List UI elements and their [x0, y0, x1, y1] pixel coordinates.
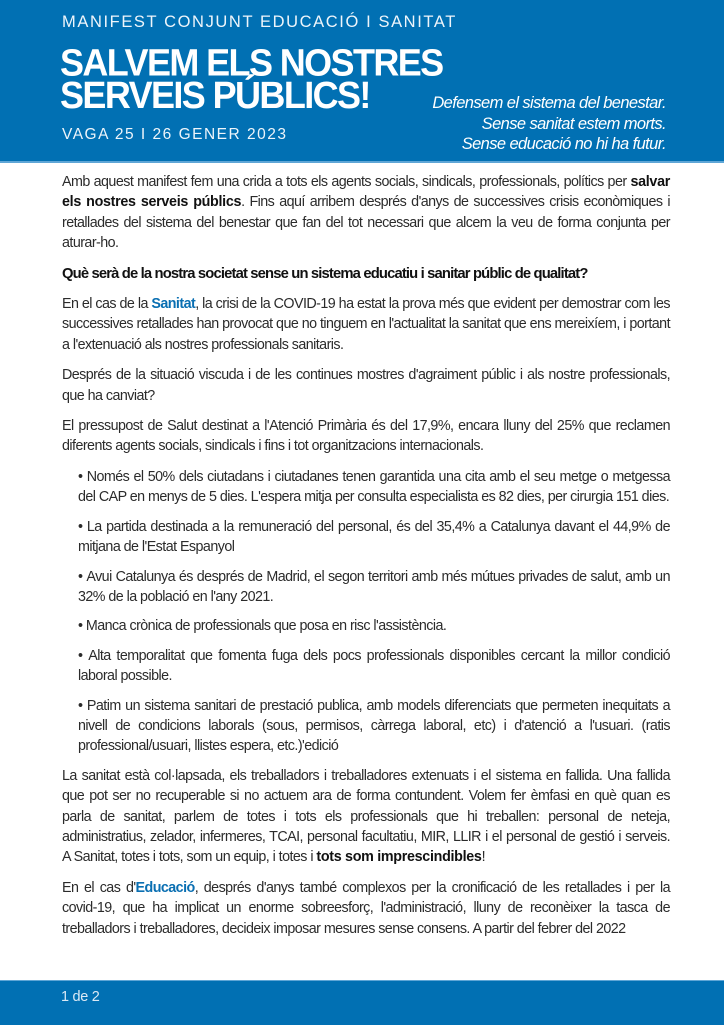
strike-date: VAGA 25 I 26 GENER 2023: [62, 126, 288, 143]
slogan: Sense educació no hi ha futur.: [461, 135, 666, 153]
collapse-text-end: !: [481, 849, 486, 866]
intro-paragraph: [62, 172, 670, 254]
title-line-2: SERVEIS PÚBLICS!: [60, 73, 370, 117]
educacio-highlight: Educació: [135, 879, 195, 896]
slogans: [432, 93, 666, 155]
list-item: • Només el 50% dels ciutadans i ciutadanes tenen garantida una cita amb el seu metge o metgessa del CAP en menys de 5 dies. L'espera mitja per consulta especialista es 82 dies, per cirurgia 151 dies.: [78, 467, 670, 508]
header-kicker: MANIFEST CONJUNT EDUCACIÓ I SANITAT: [62, 13, 457, 31]
intro-text-end: . Fins aquí arribem després d'anys de successives crisis econòmiques i retallades del sistema del benestar que fan del tot necessari que alcem la veu de forma conjunta per aturar-ho.: [62, 194, 670, 252]
sanitat-text-end: , la crisi de la COVID-19 ha estat la prova més que evident per demostrar com les successives retallades han provocat que no tinguem en l'actualitat la sanitat que ens mereixíem, i portant a l'extenuació als nostres professionals sanitaris.: [62, 296, 670, 353]
facts-list: [62, 467, 670, 757]
list-item: • Alta temporalitat que fomenta fuga dels pocs professionals disponibles cercant la millor condició laboral possible.: [78, 646, 670, 687]
header-banner: [0, 0, 724, 163]
sanitat-highlight: Sanitat: [151, 296, 196, 313]
collapse-text: La sanitat està col·lapsada, els treballadors i treballadores extenuats i el sistema en fallida. Una fallida que pot ser no recuperable si no actuem ara de forma contundent. Volem fer èmfasi en què quan es parla de sanitat, parlem de totes i tots els professionals que hi treballen: personal de neteja, administratius, zelador, infermeres, TCAI, personal facultatiu, MIR, LLIR i el personal de gestió i serveis. A Sanitat, totes i tots, som un equip, i totes i: [62, 767, 670, 866]
document-body: [62, 172, 670, 949]
pressupost-paragraph: El pressupost de Salut destinat a l'Atenció Primària és del 17,9%, encara lluny del 25% que reclamen diferents agents socials, sindicals i fins i tot organitzacions internacionals.: [62, 418, 670, 455]
list-item: • Patim un sistema sanitari de prestació publica, amb models diferenciats que permeten inequitats a nivell de condicions laborals (sous, permisos, càrrega laboral, etc) i d'atenció a l'usuari. (ratis professional/usuari, llistes espera, etc.)'edició: [78, 696, 670, 757]
collapse-emphasis: tots som imprescindibles: [316, 849, 482, 866]
section-question: Què serà de la nostra societat sense un sistema educatiu i sanitar públic de qualitat?: [62, 265, 588, 282]
footer-bar: [0, 980, 724, 1025]
list-item: • La partida destinada a la remuneració del personal, és del 35,4% a Catalunya davant el 44,9% de mitjana de l'Estat Espanyol: [78, 517, 670, 558]
intro-emphasis: salvar els nostres serveis públics: [62, 174, 670, 211]
situacio-paragraph: Després de la situació viscuda i de les continues mostres d'agraiment públic i als nostre professionals, que ha canviat?: [62, 367, 670, 404]
educacio-text-end: , després d'anys també complexos per la cronificació de les retallades i per la covid-19, que ha implicat un enorme sobreesforç, l'administració, lluny de reconèixer la tasca de treballadors i treballadores, decideix imposar mesures sense consens. A partir del febrer del 2022: [62, 879, 670, 937]
collapse-paragraph: [62, 766, 670, 868]
slogan: Defensem el sistema del benestar.: [432, 94, 666, 112]
slogan: Sense sanitat estem morts.: [481, 114, 666, 133]
list-item: • Avui Catalunya és després de Madrid, el segon territori amb més mútues privades de salut, amb un 32% de la població en l'any 2021.: [78, 567, 670, 608]
intro-text: Amb aquest manifest fem una crida a tots els agents socials, sindicals, professionals, polítics per: [62, 174, 631, 190]
sanitat-text: En el cas de la: [62, 296, 152, 313]
title-line-1: SALVEM ELS NOSTRES: [60, 40, 443, 84]
sanitat-paragraph: [62, 294, 670, 355]
list-item: • Manca crònica de professionals que posa en risc l'assistència.: [78, 616, 670, 636]
page-title: [60, 40, 443, 117]
page-number: 1 de 2: [61, 989, 100, 1005]
educacio-paragraph: [62, 878, 670, 939]
educacio-text: En el cas d': [62, 879, 136, 896]
